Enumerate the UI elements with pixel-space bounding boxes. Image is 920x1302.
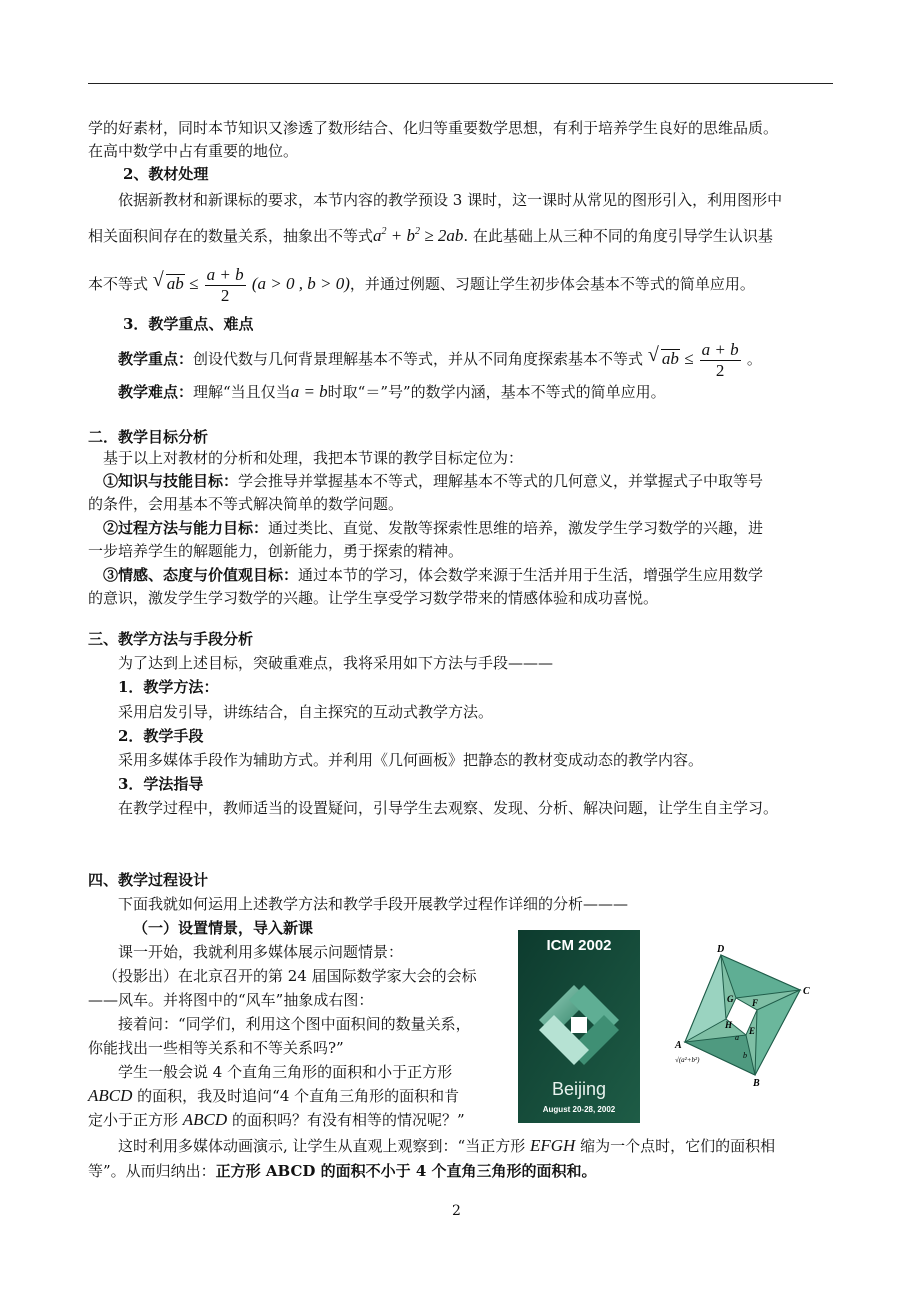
difficulty-formula: a = b (290, 382, 328, 401)
part-4-text-8 (88, 1110, 465, 1130)
goal-1-line-1 (103, 471, 763, 491)
label-side-a: a (735, 1033, 739, 1042)
goal-3-text: 通过本节的学习，体会数学来源于生活并用于生活，增强学生应用数学 (298, 566, 764, 584)
label-f: F (752, 998, 759, 1008)
label-side-b: b (743, 1051, 747, 1060)
label-g: G (727, 994, 734, 1004)
part-4-text: 定小于正方形 (88, 1111, 183, 1129)
goal-1-text: 学会推导并掌握基本不等式，理解基本不等式的几何意义，并掌握式子中取等号 (238, 472, 764, 490)
icm-2002-poster (518, 930, 640, 1123)
key-point-formula: √ ab ≤ $\frac{a + b}{2}$ (647, 339, 739, 380)
method-3-heading: 3．学法指导 (118, 775, 204, 793)
difficulty-text-cont: 时取“＝”号”的数学内涵，基本不等式的简单应用。 (327, 383, 666, 401)
label-h: H (725, 1020, 733, 1030)
header-rule (88, 83, 833, 84)
label-a: A (675, 1040, 682, 1051)
part-4-text-10 (88, 1161, 597, 1181)
section-2-para-line-2 (88, 226, 773, 246)
goal-1-label: ①知识与技能目标： (103, 472, 239, 490)
part-4-text-cont: 缩为一个点时，它们的面积相 (575, 1137, 776, 1155)
windmill-figure (665, 940, 815, 1090)
goal-2-line-2: 一步培养学生的解题能力，创新能力，勇于探索的精神。 (88, 542, 464, 560)
part-4-text: 的面积，我及时追问“4 个直角三角形的面积和肯 (132, 1087, 460, 1105)
section-3-heading: 3．教学重点、难点 (123, 315, 254, 333)
goal-2-line-1 (103, 518, 763, 538)
label-b: B (753, 1078, 760, 1089)
abcd-label: ABCD (182, 1110, 228, 1129)
section-2-para-line-3 (88, 262, 755, 306)
part-4-text-6: 学生一般会说 4 个直角三角形的面积和小于正方形 (118, 1063, 453, 1081)
goal-2-text: 通过类比、直觉、发散等探索性思维的培养，激发学生学习数学的兴趣，进 (268, 519, 764, 537)
section-2-text: 本不等式 (88, 275, 149, 293)
efgh-label: EFGH (529, 1136, 576, 1155)
goal-3-line-2: 的意识，激发学生学习数学的兴趣。让学生享受学习数学带来的情感体验和成功喜悦。 (88, 589, 659, 607)
part-2-heading: 二．教学目标分析 (88, 428, 209, 446)
key-point-text: 创设代数与几何背景理解基本不等式，并从不同角度探索基本不等式 (193, 350, 644, 368)
part-4-text: 等”。从而归纳出： (88, 1162, 216, 1180)
difficulty-label: 教学难点： (118, 383, 194, 401)
section-2-para-line-1: 依据新教材和新课标的要求，本节内容的教学预设 3 课时，这一课时从常见的图形引入，利用图形中 (118, 191, 783, 209)
label-e: E (749, 1026, 756, 1036)
section-2-heading: 2、教材处理 (123, 165, 209, 183)
difficulty-text: 理解“当且仅当 (193, 383, 291, 401)
goal-1-line-2: 的条件，会用基本不等式解决简单的数学问题。 (88, 495, 404, 513)
goal-3-line-1 (103, 565, 763, 585)
method-1-text: 采用启发引导，讲练结合，自主探究的互动式教学方法。 (118, 703, 494, 721)
part-4-text-7 (88, 1086, 459, 1106)
section-2-text-cont: ，并通过例题、习题让学生初步体会基本不等式的简单应用。 (349, 275, 755, 293)
part-4-text: 这时利用多媒体动画演示, 让学生从直观上观察到：“当正方形 (118, 1137, 530, 1155)
inequality-condition: (a > 0 , b > 0) (251, 274, 350, 293)
label-c: C (803, 986, 810, 997)
label-hypotenuse: √(a²+b²) (675, 1056, 700, 1064)
part-4-text-9 (118, 1136, 775, 1156)
section-2-text: 相关面积间存在的数量关系，抽象出不等式 (88, 227, 374, 245)
method-1-heading: 1．教学方法： (118, 678, 219, 696)
method-3-text: 在教学过程中，教师适当的设置疑问，引导学生去观察、发现、分析、解决问题，让学生自主学习。 (118, 799, 779, 817)
part-2-intro: 基于以上对教材的分析和处理，我把本节课的教学目标定位为： (103, 449, 524, 467)
section-2-text-cont: . 在此基础上从三种不同的角度引导学生认识基 (463, 227, 773, 245)
poster-city: Beijing (551, 1079, 607, 1099)
inequality-a2-b2: $a^2 + b^2 \ge 2ab$ (373, 226, 464, 245)
difficulty-line (118, 382, 666, 402)
conclusion-text: 正方形 ABCD 的面积不小于 4 个直角三角形的面积和。 (215, 1162, 597, 1180)
poster-dates: August 20-28, 2002 (542, 1105, 616, 1114)
part-4-text-2: （投影出）在北京召开的第 24 届国际数学家大会的会标 (103, 967, 477, 985)
part-4-text-5: 你能找出一些相等关系和不等关系吗?” (88, 1039, 344, 1057)
method-2-text: 采用多媒体手段作为辅助方式。并利用《几何画板》把静态的教材变成动态的教学内容。 (118, 751, 704, 769)
part-4-text-cont: 的面积吗？有没有相等的情况呢？” (227, 1111, 465, 1129)
part-4-heading: 四、教学过程设计 (88, 871, 209, 889)
part-4-text-4: 接着问：“同学们，利用这个图中面积间的数量关系， (118, 1015, 471, 1033)
poster-title: ICM 2002 (546, 937, 612, 954)
basic-inequality-formula: √ ab ≤ $\frac{a + b}{2}$ (152, 264, 244, 305)
part-4-intro: 下面我就如何运用上述教学方法和教学手段开展教学过程作详细的分析——— (118, 895, 629, 913)
intro-line-2: 在高中数学中占有重要的地位。 (88, 142, 299, 160)
key-point-line: 教学重点：创设代数与几何背景理解基本不等式，并从不同角度探索基本不等式 √ ab ≤ $\frac{a + b}{2}$ 。 (118, 339, 762, 380)
part-3-intro: 为了达到上述目标，突破重难点，我将采用如下方法与手段——— (118, 654, 554, 672)
part-4-text-1: 课一开始，我就利用多媒体展示问题情景： (118, 943, 404, 961)
method-2-heading: 2．教学手段 (118, 727, 204, 745)
key-point-label: 教学重点： (118, 350, 194, 368)
intro-line-1: 学的好素材，同时本节知识又渗透了数形结合、化归等重要数学思想，有利于培养学生良好的思维品质。 (88, 119, 779, 137)
part-4-sub-1: （一）设置情景，导入新课 (133, 919, 314, 937)
page-number: 2 (452, 1203, 461, 1219)
goal-2-label: ②过程方法与能力目标： (103, 519, 269, 537)
part-3-heading: 三、教学方法与手段分析 (88, 630, 254, 648)
abcd-label: ABCD (88, 1086, 133, 1105)
part-4-text-3: ——风车。并将图中的“风车”抽象成右图： (88, 991, 374, 1009)
label-d: D (717, 944, 725, 955)
goal-3-label: ③情感、态度与价值观目标： (103, 566, 299, 584)
